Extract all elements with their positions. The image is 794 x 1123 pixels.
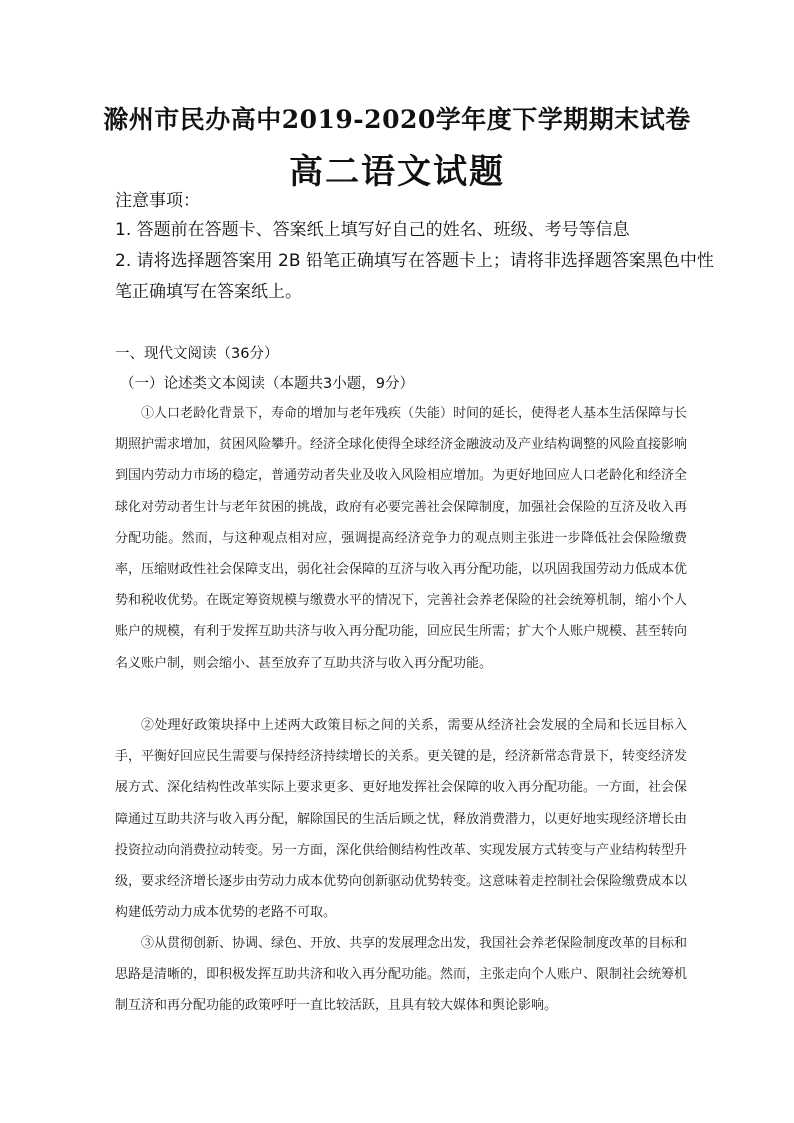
- notice-heading: 注意事项：: [115, 191, 200, 211]
- subsection-heading: （一）论述类文本阅读（本题共3小题，9分）: [120, 376, 414, 392]
- paragraph-3: ③从贯彻创新、协调、绿色、开放、共享的发展理念出发，我国社会养老保险制度改革的目标和思路是清晰的，即积极发挥互助共济和收入再分配功能。然而，主张走向个人账户、限制社会统筹机制互济和再分配功能的政策呼吁一直比较活跃，且具有较大媒体和舆论影响。: [115, 936, 688, 1014]
- exam-subtitle: 高二语文试题: [289, 152, 505, 192]
- notice-item-2: 2. 请将选择题答案用 2B 铅笔正确填写在答题卡上；请将非选择题答案黑色中性: [115, 251, 714, 271]
- paragraph-1: ①人口老龄化背景下，寿命的增加与老年残疾（失能）时间的延长，使得老人基本生活保障与长期照护需求增加，贫困风险攀升。经济全球化使得全球经济金融波动及产业结构调整的风险直接影响到国内劳动力市场的稳定，普通劳动者失业及收入风险相应增加。为更好地回应人口老龄化和经济全球化对劳动者生计与老年贫困的挑战，政府有必要完善社会保障制度，加强社会保险的互济及收入再分配功能。然而，与这种观点相对应，强调提高经济竞争力的观点则主张进一步降低社会保险缴费率，压缩财政性社会保障支出，弱化社会保障的互济与收入再分配功能，以巩固我国劳动力低成本优势和税收优势。在既定筹资规模与缴费水平的情况下，完善社会养老保险的社会统筹机制，缩小个人账户的规模，有利于发挥互助共济与收入再分配功能，回应民生所需；扩大个人账户规模、甚至转向名义账户制，则会缩小、甚至放弃了互助共济与收入再分配功能。: [115, 406, 688, 671]
- notice-item-2-cont: 笔正确填写在答案纸上。: [115, 282, 302, 302]
- exam-title: 滁州市民办高中2019-2020学年度下学期期末试卷: [103, 105, 691, 134]
- paragraph-2: ②处理好政策块择中上述两大政策目标之间的关系，需要从经济社会发展的全局和长远目标入手，平衡好回应民生需要与保持经济持续增长的关系。更关键的是，经济新常态背景下，转变经济发展方式、深化结构性改革实际上要求更多、更好地发挥社会保障的收入再分配功能。一方面，社会保障通过互助共济与收入再分配，解除国民的生活后顾之忧，释放消费潜力，以更好地实现经济增长由投资拉动向消费拉动转变。另一方面，深化供给侧结构性改革、实现发展方式转变与产业结构转型升级，要求经济增长逐步由劳动力成本优势向创新驱动优势转变。这意味着走控制社会保险缴费成本以构建低劳动力成本优势的老路不可取。: [115, 718, 688, 921]
- notice-item-1: 1. 答题前在答题卡、答案纸上填写好自己的姓名、班级、考号等信息: [115, 220, 630, 240]
- section-heading: 一、现代文阅读（36分）: [115, 346, 279, 362]
